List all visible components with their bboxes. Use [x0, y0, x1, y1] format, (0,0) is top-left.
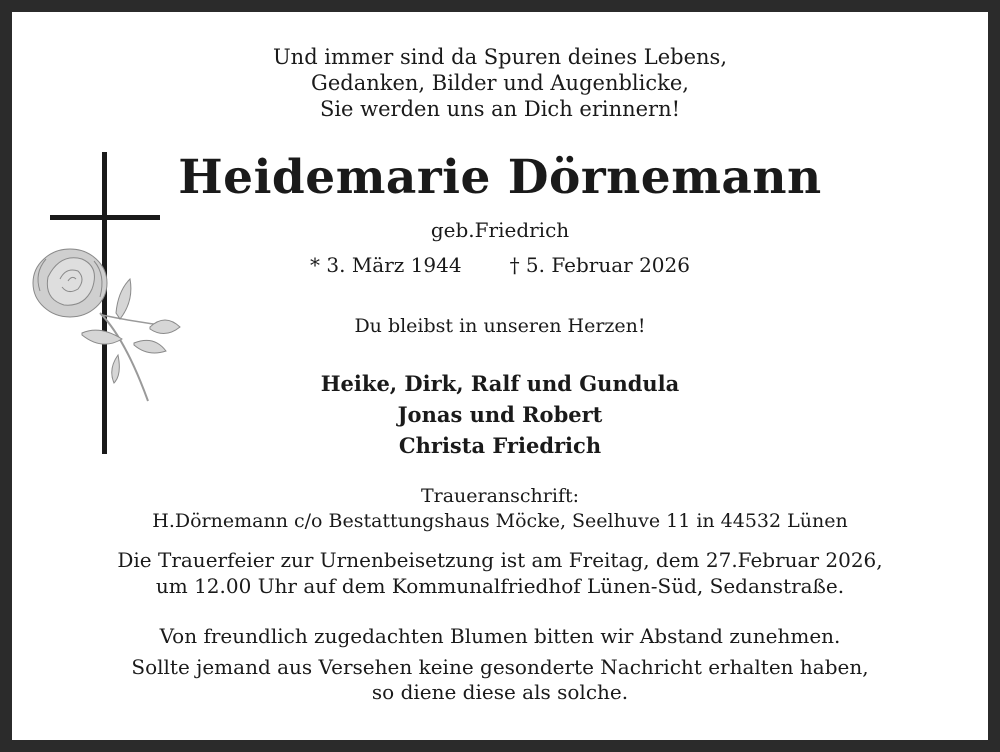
life-dates [0, 253, 1000, 277]
mourner-line: Heike, Dirk, Ralf und Gundula [320, 371, 680, 396]
funeral-info [0, 547, 1000, 599]
notice-line: Sollte jemand aus Versehen keine gesonderte Nachricht erhalten haben, [131, 655, 869, 679]
verse-line: Sie werden uns an Dich erinnern! [319, 97, 681, 121]
death-date: † 5. Februar 2026 [509, 253, 690, 277]
funeral-line: um 12.00 Uhr auf dem Kommunalfriedhof Lünen-Süd, Sedanstraße. [155, 574, 845, 598]
mourning-address [0, 484, 1000, 534]
address-line: H.Dörnemann c/o Bestattungshaus Möcke, Seelhuve 11 in 44532 Lünen [152, 510, 848, 532]
mourner-line: Christa Friedrich [398, 433, 602, 458]
birth-date: * 3. März 1944 [310, 253, 462, 277]
flowers-note: Von freundlich zugedachten Blumen bitten wir Abstand zunehmen. [159, 624, 841, 648]
notice-line: so diene diese als solche. [371, 680, 629, 704]
mourner-line: Jonas und Robert [397, 402, 603, 427]
verse-line: Und immer sind da Spuren deines Lebens, [272, 45, 728, 69]
funeral-line: Die Trauerfeier zur Urnenbeisetzung ist am Freitag, dem 27.Februar 2026, [117, 548, 883, 572]
verse-line: Gedanken, Bilder und Augenblicke, [311, 71, 689, 95]
motto: Du bleibst in unseren Herzen! [354, 315, 646, 337]
notification-note [0, 655, 1000, 705]
memorial-verse [0, 44, 1000, 122]
deceased-name: Heidemarie Dörnemann [178, 150, 822, 205]
address-label: Traueranschrift: [420, 485, 580, 507]
birth-name: geb.Friedrich [430, 218, 570, 242]
mourners-list [0, 368, 1000, 461]
